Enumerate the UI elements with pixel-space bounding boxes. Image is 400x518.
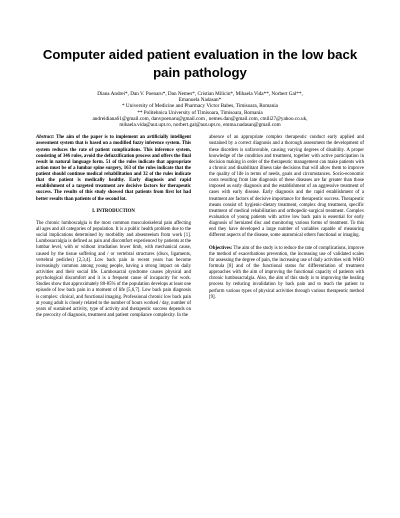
introduction-paragraph: The chronic lumboscalgia is the most common musculoskeletal pain affecting all ages and all categories of population. It is a public health problem due to the social implications determined by morbidity and absenteeism from work [1]. Lumbosacralgia is defined as pain and discomfort experienced by patients at the lumbar level, with or without irradiation lower limb, with mechanical cause, caused by the tissue suffering and / or vertebral structures (discs, ligaments, vertebral pedicles) [2,3,4]. Low back pain in recent years has become increasingly common among young people, having a strong impact on daily activities and their social life. Lumbosacral syndrome causes physical and psychological discomfort and it is a frequent cause of incapacity for work. Studies show that approximately 80-85% of the population develops at least one episode of low back pain in a moment of life [5,6,7]. Low back pain diagnosis is complex: clinical, and functional imaging. Professional chronic low back pain at young adult is closely related to the number of hours worked / day, number of years of sustained activity, type of activity and therapeutic success depends on the precocity of diagnosis, treatment and patient compliance complexity. In the <box>36 220 191 319</box>
body-columns <box>36 135 364 319</box>
objectives-label: Objectives: <box>209 245 233 251</box>
paper-title: Computer aided patient evaluation in the low back pain pathology <box>42 47 358 80</box>
objectives-paragraph <box>209 246 364 301</box>
section-heading-introduction: I. INTRODUCTION <box>92 208 135 214</box>
author-names-continued: Emanuela Nadasan* <box>178 97 222 104</box>
affiliation-upt: ** Politehnica University of Timisoara, Timisoara, Romania <box>137 109 263 116</box>
abstract-paragraph <box>36 135 191 203</box>
author-emails: andreidiana61@gmail.com, danvpoenaru@gmail.com , nemes.dan@gmail.com, cmili27@yahoo.co.uk, <box>92 115 308 122</box>
introduction-paragraph-continued: absence of an appropriate complex therapeutic conduct early applied and sustained by a correct diagnosis and a thorough assessment the development of these disorders is unfavorable, causing varying degrees of disability. A proper knowledge of the condition and treatment, together with active participation in decision making in order of the therapeutic management can make patients with a chronic and disabilitant illness take decisions that will allow them to improve the quality of life in terms of needs, goals and circumstances. Socio-economic costs resulting from late diagnosis of these diseases are far greater than those imposed as early diagnosis and the establishment of an aggressive treatment of cases with early disease. Early diagnosis and the rapid establishment of a treatment are factors of decisive importance for therapeutic success. Therapeutic means consist of: hygienic-dietary treatment, complex drug treatment, specific treatment of medical rehabilitation and orthopedic-surgical treatment. Complex evaluation of young patients with active low back pain is essential for early diagnosis of herniated disc and monitoring various forms of treatment. To this end they have developed a large number of variables capable of measuring different aspects of the disease, some anatomical others functional or imaging. <box>209 135 364 239</box>
author-names: Diana Andrei*, Dan V. Poenaru*, Dan Nemes*, Cristian Milicin*, Mihaela Vida**, Norbert Gal**, <box>97 91 303 97</box>
abstract-text: The aim of the paper is to implement an artificially intelligent assessment system that is based on a modified fuzzy inference system. This system reduces the rate of patient complications. This inference system, consisting of 346 rules, avoid the defuzzification process and offers the final result in natural language form. 51 of the rules indicate that appropriate action must be of a lumbar spine surgery, 163 of the rules indicate that the patient should continue medical rehabilitation and 32 of the rules indicate that the patient is medically healthy. Early diagnosis and rapid establishment of a targeted treatment are decisive factors for therapeutic success. The results of this study showed that patients from first lot had better results than patients of the second lot. <box>36 135 191 202</box>
right-column <box>209 135 364 319</box>
left-column <box>36 135 191 319</box>
affiliation-umf: * University of Medicine and Pharmacy Victor Babes, Timisoara, Romania <box>122 103 278 110</box>
author-emails-continued: mihaela.vida@aut.upt.ro, norbert.gal@aut.upt.ro, emma.nadasan@gmail.com <box>119 122 281 129</box>
author-block <box>36 91 364 128</box>
abstract-label: Abstract: <box>36 135 55 141</box>
objectives-text: The aim of the study is to reduce the rate of complications, improve the method of exacerbations prevention, the increasing use of validated scales for assessing the degree of pain, the increasing use of daily activities with WHO formula [8] and of the functional status for differentiation of treatment approaches with the aim of improving the functional capacity of patients with chronic lumbosacralgia. Also, the aim of this study is to improving the healing process by reducing invalidation by back pain and to teach the patient to perform various types of physical activities through various therapeutic method [9]. <box>209 245 364 300</box>
